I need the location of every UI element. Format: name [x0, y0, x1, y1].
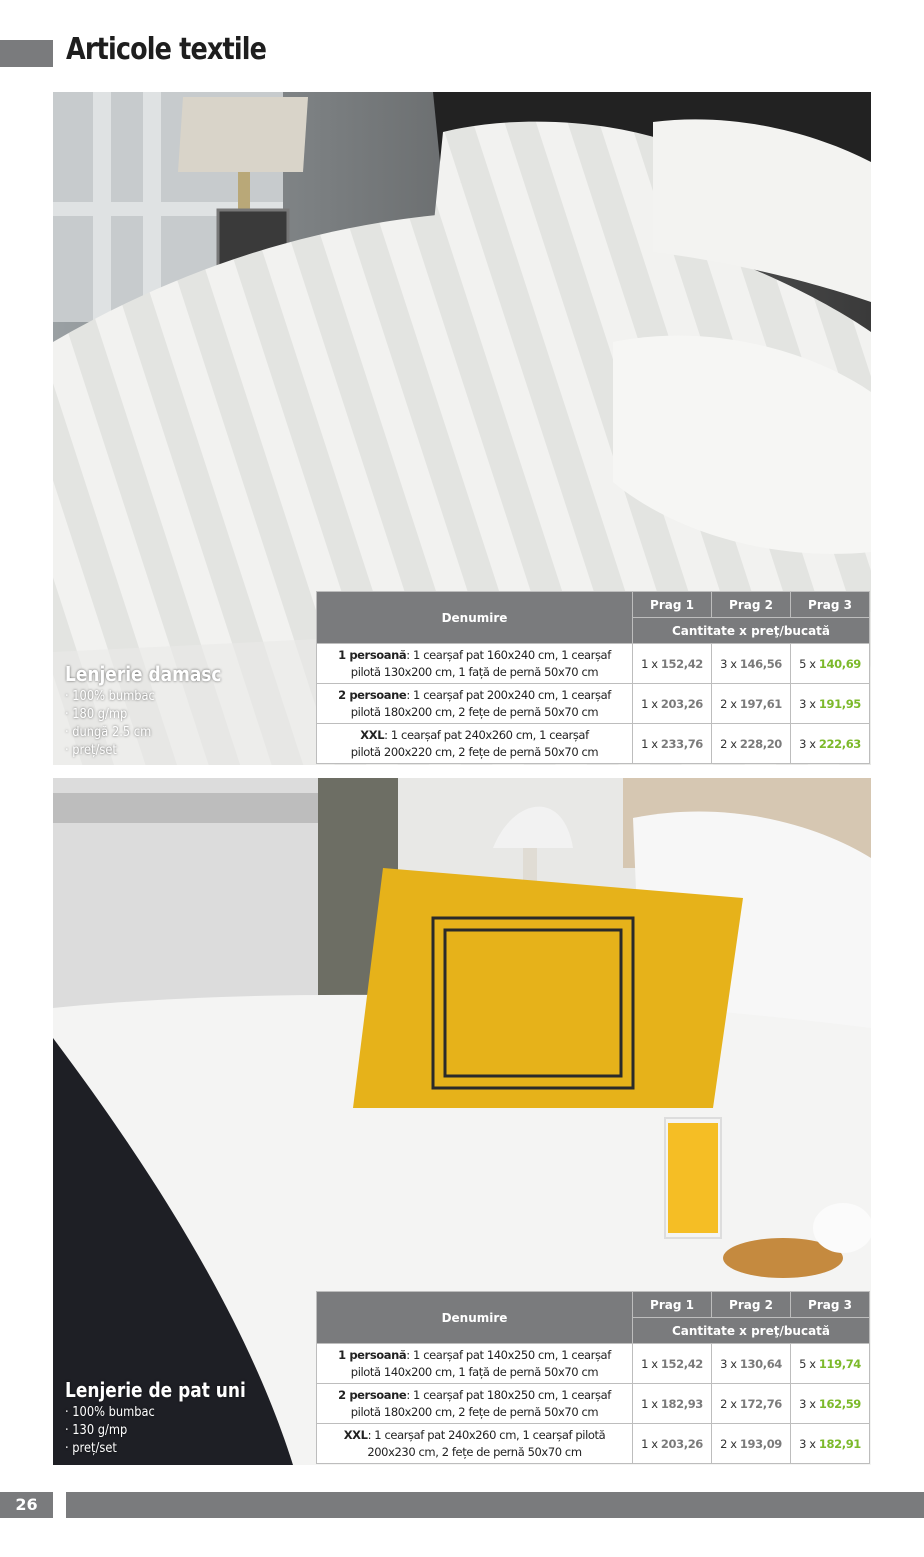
- price-tier-1: [633, 684, 712, 724]
- price-tier-3: [791, 724, 870, 764]
- tier-qty: 2 x: [720, 1396, 740, 1411]
- product-info: [65, 1378, 278, 1458]
- tier-price: 203,26: [660, 696, 703, 711]
- product-name: Lenjerie damasc: [65, 662, 222, 686]
- table-row: [317, 1384, 870, 1424]
- best-tier-price: 162,59: [818, 1396, 861, 1411]
- table-row: [317, 724, 870, 764]
- desc-line-2: pilotă 140x200 cm, 1 față de pernă 50x70 cm: [350, 1364, 599, 1379]
- price-tier-1: [633, 1384, 712, 1424]
- tier-price: 197,61: [739, 696, 782, 711]
- desc-line-2: pilotă 200x220 cm, 2 fețe de pernă 50x70 cm: [350, 744, 599, 759]
- row-label: 2 persoane: [338, 687, 407, 702]
- page-title: Articole textile: [66, 32, 267, 67]
- price-tier-3: [791, 1344, 870, 1384]
- desc-line-2: 200x230 cm, 2 fețe de pernă 50x70 cm: [367, 1444, 582, 1459]
- price-tier-3: [791, 644, 870, 684]
- best-tier-price: 222,63: [818, 736, 861, 751]
- title-accent-bar: [0, 40, 53, 67]
- row-description: [317, 644, 633, 684]
- desc-line-1: : 1 cearșaf pat 200x240 cm, 1 cearșaf: [406, 687, 611, 702]
- tier-qty: 3 x: [799, 1396, 819, 1411]
- feature-list: [65, 1404, 278, 1458]
- quantity-price-subheader: Cantitate x preţ/bucată: [633, 618, 870, 644]
- price-tier-2: [712, 724, 791, 764]
- table-row: [317, 644, 870, 684]
- price-tier-1: [633, 724, 712, 764]
- price-tier-3: [791, 684, 870, 724]
- desc-line-2: pilotă 130x200 cm, 1 față de pernă 50x70 cm: [350, 664, 599, 679]
- prag3-header: Prag 3: [791, 592, 870, 618]
- best-tier-price: 182,91: [818, 1436, 861, 1451]
- tier-qty: 1 x: [641, 1436, 661, 1451]
- best-tier-price: 140,69: [818, 656, 861, 671]
- product-lenjerie-de-pat-uni: [53, 778, 871, 1465]
- price-tier-3: [791, 1424, 870, 1464]
- tier-qty: 1 x: [641, 656, 661, 671]
- desc-line-2: pilotă 180x200 cm, 2 fețe de pernă 50x70 cm: [350, 1404, 599, 1419]
- table-row: [317, 1344, 870, 1384]
- feature-item: · 180 g/mp: [65, 707, 128, 722]
- feature-item: · 130 g/mp: [65, 1423, 128, 1438]
- feature-item: · 100% bumbac: [65, 689, 155, 704]
- price-tier-1: [633, 1344, 712, 1384]
- tier-qty: 1 x: [641, 1396, 661, 1411]
- feature-item: · dungă 2.5 cm: [65, 725, 152, 740]
- price-tier-2: [712, 1424, 791, 1464]
- feature-item: · preț/set: [65, 1441, 117, 1456]
- desc-line-1: : 1 cearșaf pat 180x250 cm, 1 cearșaf: [406, 1387, 611, 1402]
- prag1-header: Prag 1: [633, 592, 712, 618]
- product-info: [65, 662, 249, 760]
- row-label: XXL: [360, 727, 385, 742]
- tier-qty: 3 x: [799, 1436, 819, 1451]
- tier-qty: 3 x: [720, 1356, 740, 1371]
- footer-bar: [66, 1492, 924, 1518]
- product-lenjerie-damasc: [53, 92, 871, 765]
- row-description: [317, 1424, 633, 1464]
- prag2-header: Prag 2: [712, 1292, 791, 1318]
- price-table: [316, 1291, 870, 1464]
- desc-line-1: : 1 cearșaf pat 160x240 cm, 1 cearșaf: [406, 647, 611, 662]
- tier-qty: 5 x: [799, 1356, 819, 1371]
- desc-line-2: pilotă 180x200 cm, 2 fețe de pernă 50x70 cm: [350, 704, 599, 719]
- desc-line-1: : 1 cearșaf pat 140x250 cm, 1 cearșaf: [406, 1347, 611, 1362]
- denumire-header: Denumire: [317, 1292, 633, 1344]
- tier-price: 130,64: [739, 1356, 782, 1371]
- tier-qty: 1 x: [641, 696, 661, 711]
- desc-line-1: : 1 cearșaf pat 240x260 cm, 1 cearșaf pilotă: [367, 1427, 606, 1442]
- tier-qty: 1 x: [641, 1356, 661, 1371]
- tier-price: 172,76: [739, 1396, 782, 1411]
- tier-qty: 2 x: [720, 736, 740, 751]
- row-description: [317, 1344, 633, 1384]
- table-row: [317, 684, 870, 724]
- row-description: [317, 1384, 633, 1424]
- price-tier-3: [791, 1384, 870, 1424]
- tier-price: 146,56: [739, 656, 782, 671]
- price-tier-2: [712, 1384, 791, 1424]
- denumire-header: Denumire: [317, 592, 633, 644]
- product-name: Lenjerie de pat uni: [65, 1378, 246, 1402]
- tier-price: 182,93: [660, 1396, 703, 1411]
- row-label: 1 persoană: [338, 647, 407, 662]
- feature-item: · 100% bumbac: [65, 1405, 155, 1420]
- tier-qty: 1 x: [641, 736, 661, 751]
- row-label: XXL: [343, 1427, 368, 1442]
- tier-qty: 3 x: [799, 736, 819, 751]
- tier-price: 228,20: [739, 736, 782, 751]
- price-tier-2: [712, 684, 791, 724]
- prag3-header: Prag 3: [791, 1292, 870, 1318]
- tier-qty: 3 x: [720, 656, 740, 671]
- price-tier-2: [712, 1344, 791, 1384]
- table-row: [317, 1424, 870, 1464]
- row-description: [317, 684, 633, 724]
- price-table: [316, 591, 870, 764]
- quantity-price-subheader: Cantitate x preţ/bucată: [633, 1318, 870, 1344]
- desc-line-1: : 1 cearșaf pat 240x260 cm, 1 cearșaf: [384, 727, 589, 742]
- prag2-header: Prag 2: [712, 592, 791, 618]
- feature-list: [65, 688, 249, 760]
- best-tier-price: 119,74: [818, 1356, 861, 1371]
- row-label: 1 persoană: [338, 1347, 407, 1362]
- tier-price: 203,26: [660, 1436, 703, 1451]
- tier-qty: 2 x: [720, 696, 740, 711]
- page-number: 26: [0, 1492, 53, 1518]
- tier-price: 233,76: [660, 736, 703, 751]
- row-description: [317, 724, 633, 764]
- tier-qty: 3 x: [799, 696, 819, 711]
- price-tier-1: [633, 1424, 712, 1464]
- tier-qty: 2 x: [720, 1436, 740, 1451]
- price-tier-2: [712, 644, 791, 684]
- feature-item: · preț/set: [65, 743, 117, 758]
- tier-price: 193,09: [739, 1436, 782, 1451]
- price-tier-1: [633, 644, 712, 684]
- tier-price: 152,42: [660, 1356, 703, 1371]
- tier-price: 152,42: [660, 656, 703, 671]
- tier-qty: 5 x: [799, 656, 819, 671]
- prag1-header: Prag 1: [633, 1292, 712, 1318]
- row-label: 2 persoane: [338, 1387, 407, 1402]
- best-tier-price: 191,95: [818, 696, 861, 711]
